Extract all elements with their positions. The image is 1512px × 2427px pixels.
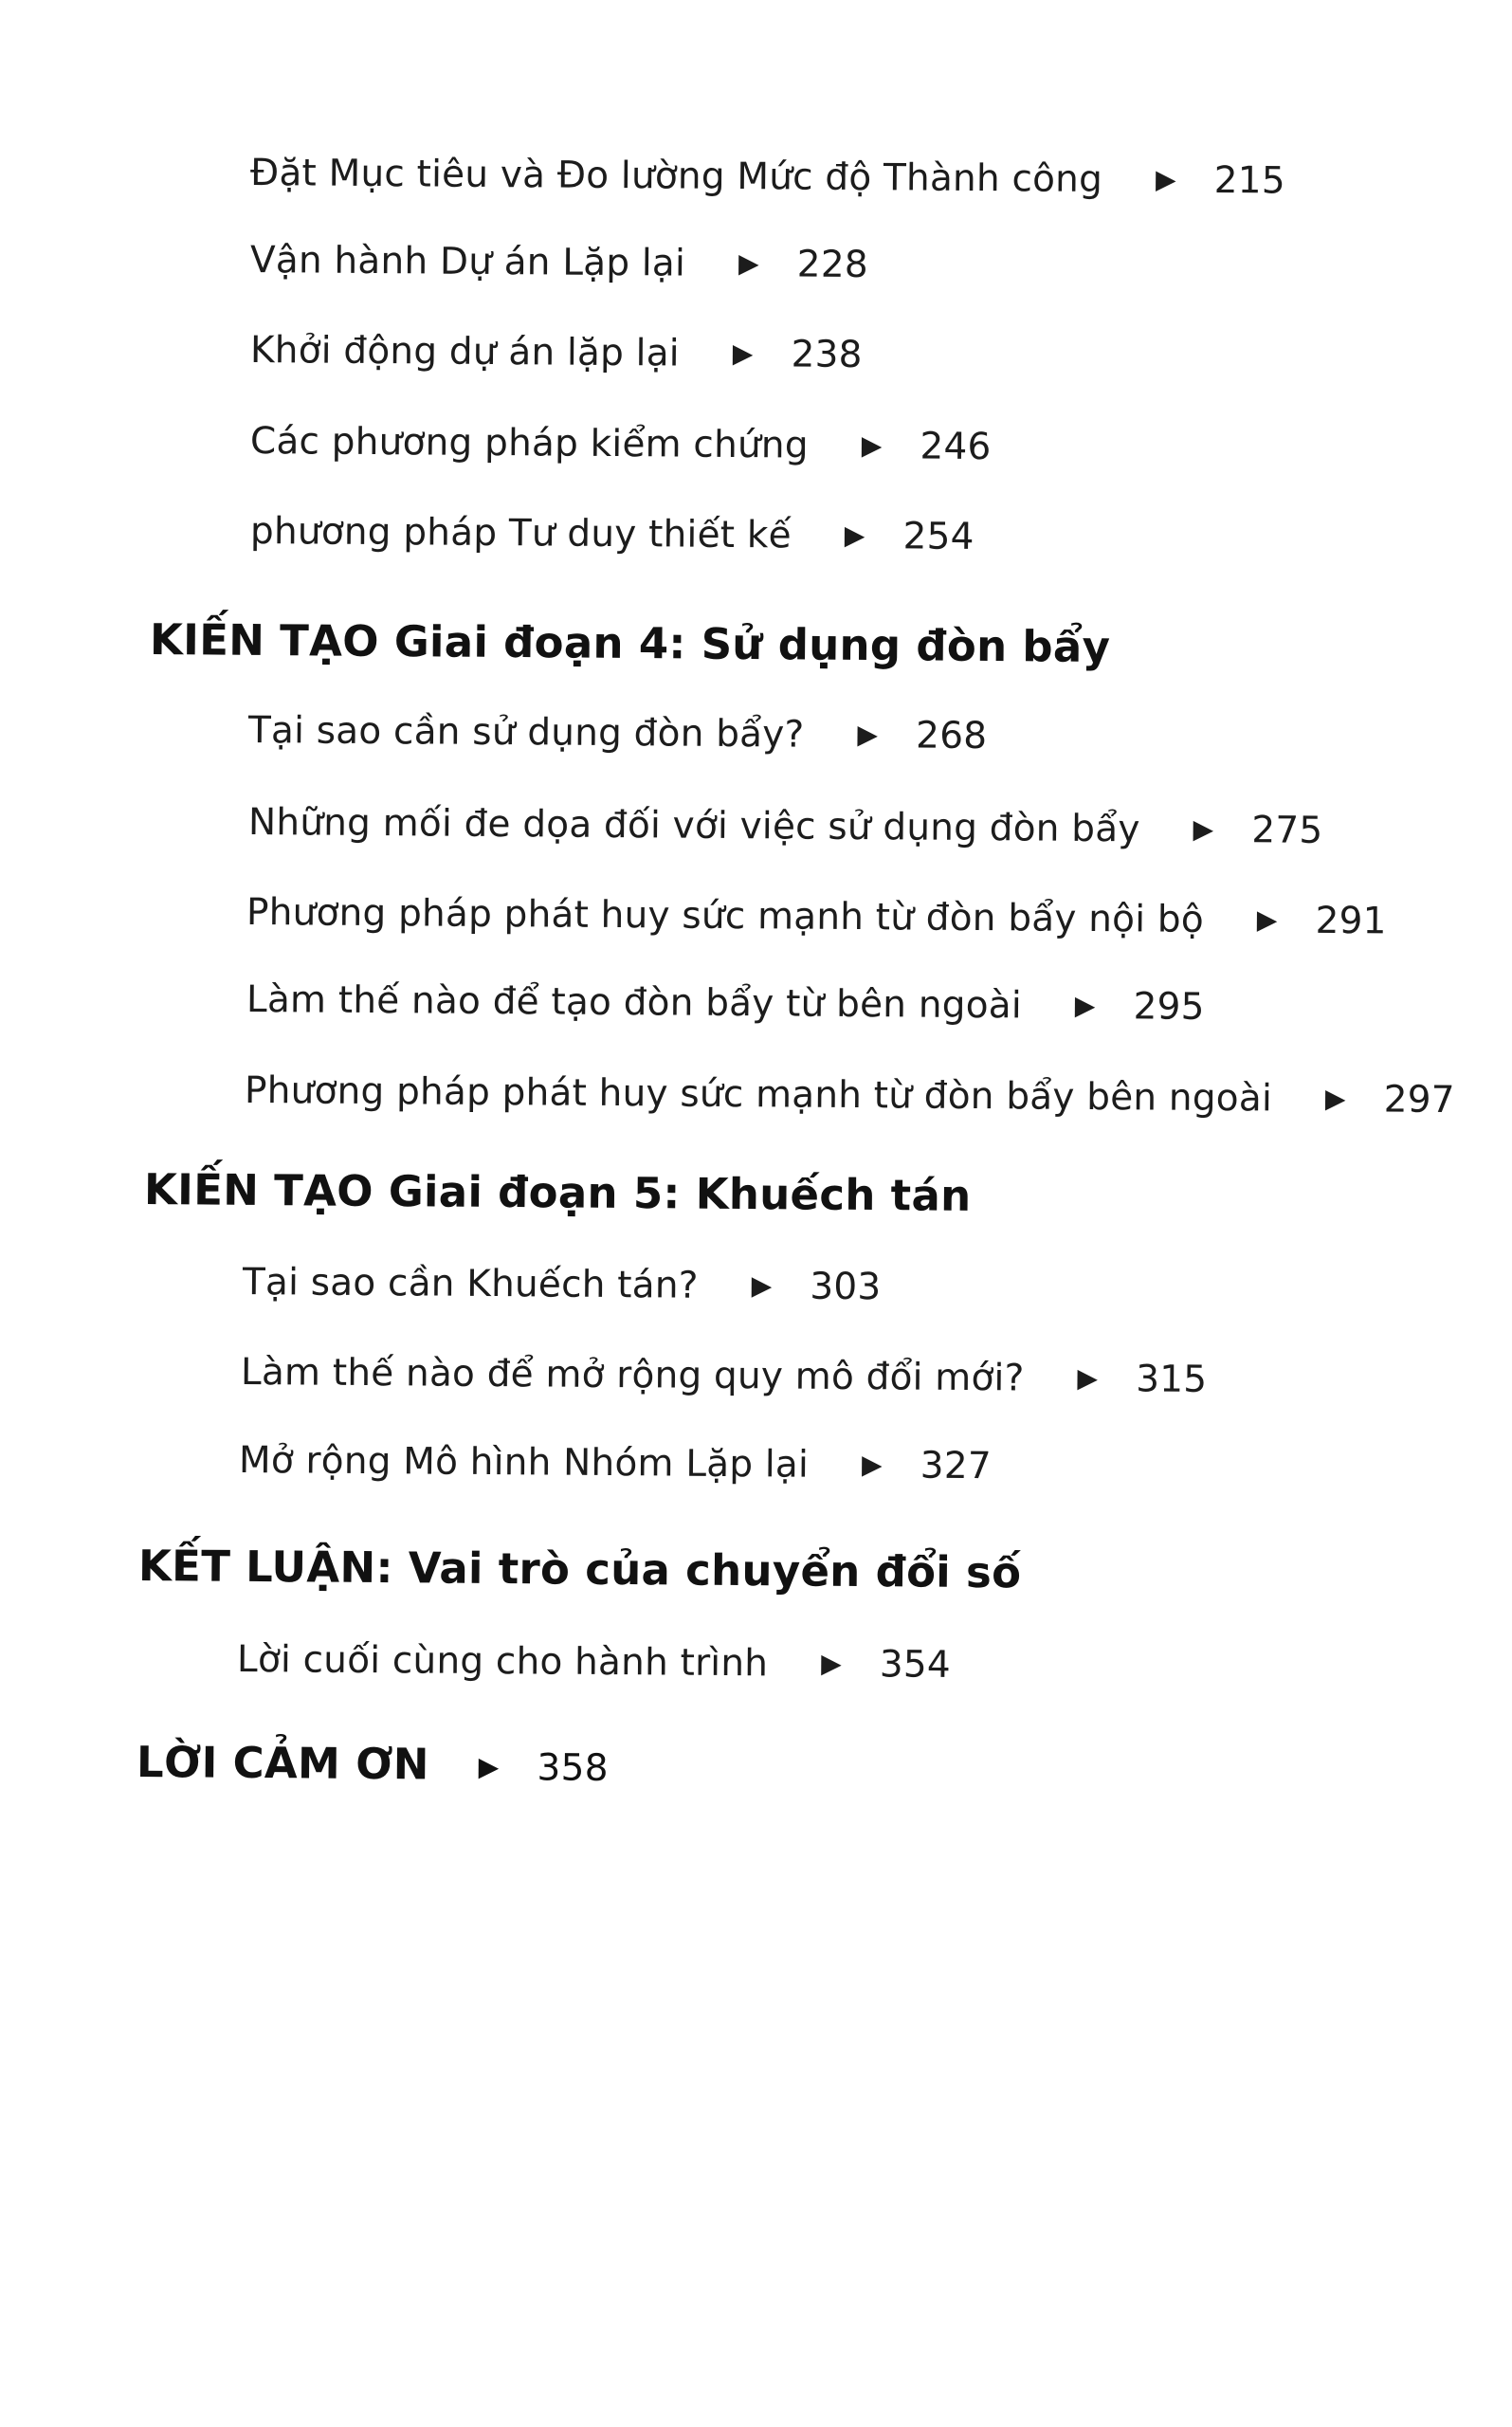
section-heading-stage-5[interactable] <box>144 1164 972 1221</box>
triangle-arrow-icon: ▶ <box>1074 989 1096 1022</box>
section-heading-text: LỜI CẢM ƠN <box>136 1737 429 1790</box>
toc-entry-title: Đặt Mục tiêu và Đo lường Mức độ Thành công <box>249 152 1103 202</box>
section-heading-conclusion[interactable] <box>138 1541 1022 1597</box>
toc-entry[interactable] <box>243 1261 882 1308</box>
triangle-arrow-icon: ▶ <box>821 1647 843 1680</box>
toc-entry-title: Phương pháp phát huy sức mạnh từ đòn bẩy bên ngoài <box>244 1069 1273 1121</box>
toc-entry[interactable] <box>250 510 975 558</box>
toc-page-number: 327 <box>920 1444 992 1488</box>
triangle-arrow-icon: ▶ <box>1256 903 1278 936</box>
triangle-arrow-icon: ▶ <box>732 337 754 370</box>
toc-entry-title: Phương pháp phát huy sức mạnh từ đòn bẩy nội bộ <box>246 891 1205 941</box>
toc-page-number: 268 <box>915 714 988 758</box>
section-heading-acknowledgements[interactable] <box>137 1737 609 1791</box>
triangle-arrow-icon: ▶ <box>1324 1082 1346 1115</box>
toc-page-number: 215 <box>1213 158 1285 203</box>
triangle-arrow-icon: ▶ <box>857 719 879 751</box>
toc-entry[interactable] <box>246 978 1205 1029</box>
toc-page-number: 291 <box>1315 899 1387 943</box>
toc-entry[interactable] <box>239 1439 992 1487</box>
triangle-arrow-icon: ▶ <box>751 1269 773 1302</box>
toc-entry-title: Mở rộng Mô hình Nhóm Lặp lại <box>238 1439 810 1487</box>
toc-page-number: 254 <box>902 515 975 558</box>
toc-entry-title: phương pháp Tư duy thiết kế <box>249 510 792 557</box>
triangle-arrow-icon: ▶ <box>1193 812 1214 845</box>
toc-entry[interactable] <box>246 891 1387 942</box>
toc-entry-title: Làm thế nào để mở rộng quy mô đổi mới? <box>240 1351 1025 1400</box>
section-heading-text: KIẾN TẠO Giai đoạn 4: Sử dụng đòn bẩy <box>149 614 1111 672</box>
toc-page-number: 354 <box>879 1643 952 1687</box>
toc-entry-title: Vận hành Dự án Lặp lại <box>249 239 686 285</box>
triangle-arrow-icon: ▶ <box>861 1449 883 1481</box>
toc-entry[interactable] <box>237 1638 951 1687</box>
triangle-arrow-icon: ▶ <box>861 429 883 462</box>
toc-entry[interactable] <box>250 239 868 286</box>
triangle-arrow-icon: ▶ <box>844 519 865 552</box>
toc-entry[interactable] <box>248 801 1323 852</box>
toc-entry-title: Những mối đe dọa đối với việc sử dụng đòn bẩy <box>247 801 1140 851</box>
triangle-arrow-icon: ▶ <box>1155 163 1176 195</box>
toc-entry[interactable] <box>248 709 988 757</box>
triangle-arrow-icon: ▶ <box>738 247 759 280</box>
toc-page-number: 315 <box>1136 1358 1208 1402</box>
toc-page-number: 295 <box>1133 985 1205 1029</box>
triangle-arrow-icon: ▶ <box>1077 1361 1099 1395</box>
section-heading-text: KẾT LUẬN: Vai trò của chuyển đổi số <box>137 1541 1022 1598</box>
section-heading-stage-4[interactable] <box>150 614 1111 672</box>
toc-page-number: 297 <box>1383 1078 1455 1122</box>
toc-entry-title: Tại sao cần sử dụng đòn bẩy? <box>247 709 805 757</box>
toc-entry[interactable] <box>245 1069 1455 1122</box>
toc-page-number: 303 <box>810 1265 882 1309</box>
toc-page-number: 238 <box>791 333 863 377</box>
toc-page-number: 228 <box>796 243 869 287</box>
toc-entry-title: Lời cuối cùng cho hành trình <box>236 1638 769 1686</box>
toc-entry-title: Tại sao cần Khuếch tán? <box>242 1261 699 1307</box>
toc-entry[interactable] <box>250 152 1285 203</box>
toc-entry-title: Khởi động dự án lặp lại <box>249 329 680 375</box>
toc-entry[interactable] <box>250 329 863 376</box>
toc-entry-title: Làm thế nào để tạo đòn bẩy từ bên ngoài <box>246 978 1023 1028</box>
toc-page-number: 246 <box>920 425 992 469</box>
toc-entry[interactable] <box>250 420 992 468</box>
toc-entry-title: Các phương pháp kiểm chứng <box>249 420 809 467</box>
toc-entry[interactable] <box>241 1351 1208 1401</box>
toc-page-number: 358 <box>537 1746 609 1790</box>
triangle-arrow-icon: ▶ <box>478 1750 500 1783</box>
toc-page-number: 275 <box>1251 809 1323 852</box>
section-heading-text: KIẾN TẠO Giai đoạn 5: Khuếch tán <box>143 1164 972 1221</box>
